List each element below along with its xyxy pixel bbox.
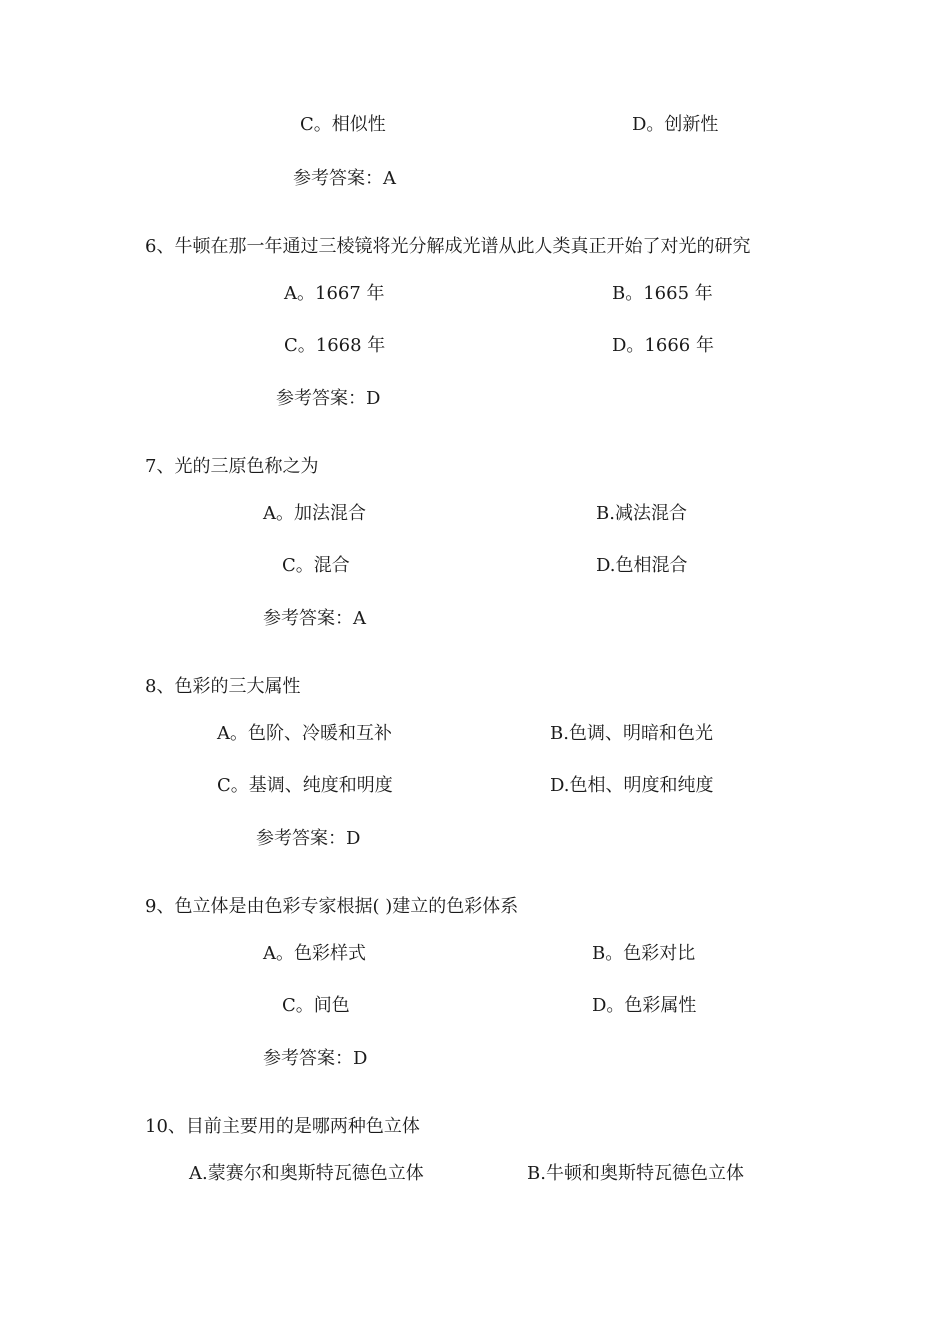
- q8-option-a: A。色阶、冷暖和互补: [217, 723, 392, 744]
- q7-answer: 参考答案：A: [263, 608, 366, 629]
- q6-option-b: B。1665 年: [612, 283, 713, 304]
- q7-option-d: D.色相混合: [596, 555, 688, 576]
- q7-question: 7、光的三原色称之为: [145, 456, 319, 477]
- q8-option-d: D.色相、明度和纯度: [550, 775, 714, 796]
- q5-option-d: D。创新性: [632, 114, 719, 135]
- q9-question: 9、色立体是由色彩专家根据( )建立的色彩体系: [145, 896, 519, 917]
- q6-option-c: C。1668 年: [284, 335, 386, 356]
- q6-answer: 参考答案：D: [276, 388, 381, 409]
- q6-option-a: A。1667 年: [284, 283, 385, 304]
- q9-answer: 参考答案：D: [263, 1048, 368, 1069]
- q10-option-a: A.蒙赛尔和奥斯特瓦德色立体: [189, 1163, 424, 1184]
- q6-question: 6、牛顿在那一年通过三棱镜将光分解成光谱从此人类真正开始了对光的研究: [145, 236, 751, 257]
- q9-option-a: A。色彩样式: [263, 943, 366, 964]
- q8-option-c: C。基调、纯度和明度: [217, 775, 393, 796]
- q7-option-a: A。加法混合: [263, 503, 366, 524]
- q9-option-b: B。色彩对比: [592, 943, 696, 964]
- q8-question: 8、色彩的三大属性: [145, 676, 301, 697]
- q8-answer: 参考答案：D: [256, 828, 361, 849]
- q9-option-c: C。间色: [282, 995, 350, 1016]
- q8-option-b: B.色调、明暗和色光: [550, 723, 713, 744]
- q5-answer: 参考答案：A: [293, 168, 396, 189]
- q6-option-d: D。1666 年: [612, 335, 714, 356]
- q7-option-b: B.减法混合: [596, 503, 687, 524]
- q10-question: 10、目前主要用的是哪两种色立体: [145, 1116, 420, 1137]
- q5-option-c: C。相似性: [300, 114, 386, 135]
- q10-option-b: B.牛顿和奥斯特瓦德色立体: [527, 1163, 744, 1184]
- q9-option-d: D。色彩属性: [592, 995, 697, 1016]
- q7-option-c: C。混合: [282, 555, 350, 576]
